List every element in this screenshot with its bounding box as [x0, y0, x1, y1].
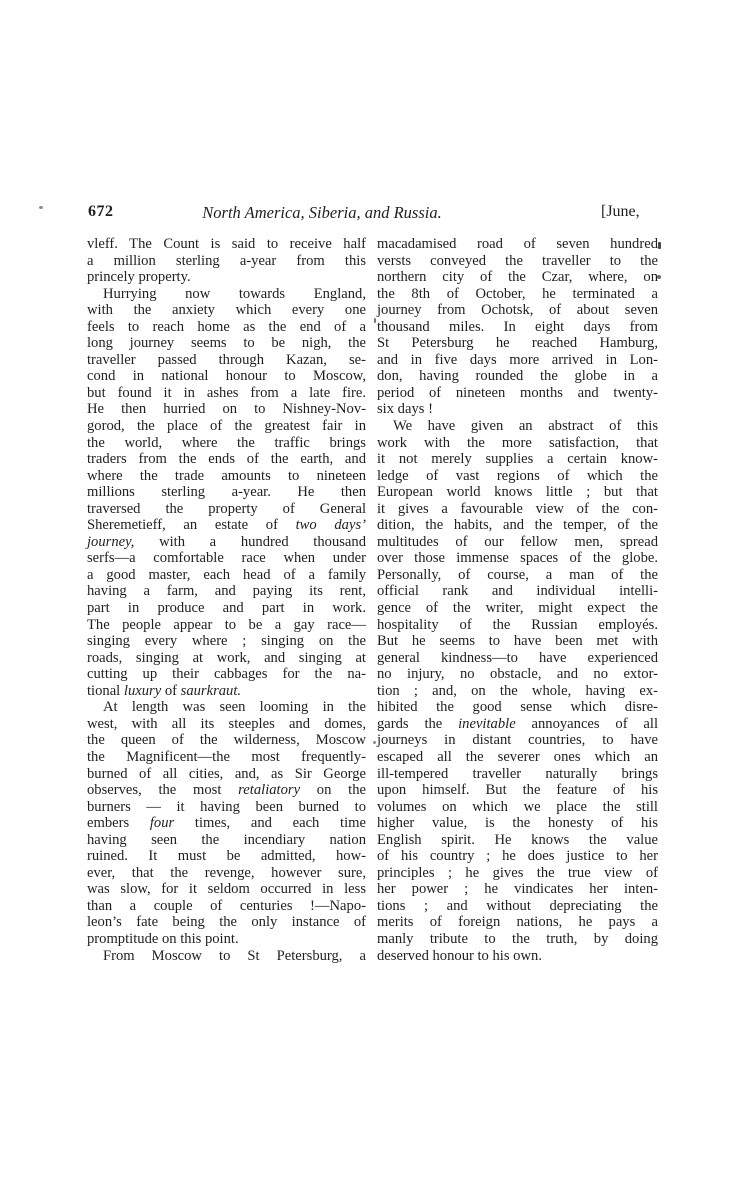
text-line: cond in national honour to Moscow,	[87, 368, 366, 385]
text-line: upon himself. But the feature of his	[377, 782, 658, 799]
text-line: From Moscow to St Petersburg, a	[103, 947, 366, 964]
text-line: gence of the writer, might expect the	[377, 600, 658, 617]
text-line: don, having rounded the globe in a	[377, 368, 658, 385]
text-line: observes, the most retaliatory on the	[87, 782, 366, 799]
text-line: traversed the property of General	[87, 500, 366, 517]
text-line: and in five days more arrived in Lon-	[377, 351, 658, 368]
text-line: serfs—a comfortable race when under	[87, 550, 366, 567]
text-line: burned of all cities, and, as Sir George	[87, 765, 366, 782]
text-line: ever, that the revenge, however sure,	[87, 864, 366, 881]
text-line: Sheremetieff, an estate of two days’	[87, 517, 366, 534]
text-line: promptitude on this point.	[87, 930, 239, 947]
text-line: hospitality of the Russian employés.	[377, 616, 658, 633]
text-line: general kindness—to have experienced	[377, 649, 658, 666]
text-line: At length was seen looming in the	[103, 699, 366, 716]
text-line: of his country ; he does justice to her	[377, 848, 658, 865]
text-line: official rank and individual intelli-	[377, 583, 658, 600]
text-line: vleff. The Count is said to receive half	[87, 236, 366, 252]
text-line: her power ; he vindicates her inten-	[377, 881, 658, 898]
text-line: was slow, for it seldom occurred in less	[87, 881, 366, 898]
scan-speck	[39, 206, 43, 209]
text-line: macadamised road of seven hundred	[377, 236, 658, 252]
text-line: tions ; and without depreciating the	[377, 897, 658, 914]
text-line: gards the inevitable annoyances of all	[377, 715, 658, 732]
text-line: leon’s fate being the only instance of	[87, 914, 366, 931]
text-line: hibited the good sense which disre-	[377, 699, 658, 716]
text-line: west, with all its steeples and domes,	[87, 715, 366, 732]
text-line: tional luxury of saurkraut.	[87, 682, 242, 699]
text-line: the queen of the wilderness, Moscow	[87, 732, 366, 749]
text-line: burners — it having been burned to	[87, 798, 366, 815]
text-line: thousand miles. In eight days from	[377, 318, 658, 335]
text-line: it gives a favourable view of the con-	[377, 500, 658, 517]
text-line: European world knows little ; but that	[377, 484, 658, 501]
text-line: deserved honour to his own.	[377, 947, 542, 964]
text-line: it not merely supplies a certain know-	[377, 451, 658, 468]
text-line: We have given an abstract of this	[393, 418, 658, 435]
text-line: ledge of vast regions of which the	[377, 467, 658, 484]
text-line: the 8th of October, he terminated a	[377, 285, 658, 302]
text-line: the world, where the traffic brings	[87, 434, 366, 451]
text-line: versts conveyed the traveller to the	[377, 252, 658, 269]
text-line: having seen the incendiary nation	[87, 831, 366, 848]
text-line: Hurrying now towards England,	[103, 285, 366, 302]
text-line: traveller passed through Kazan, se-	[87, 351, 366, 368]
text-line: cutting up their cabbages for the na-	[87, 666, 366, 683]
text-line: feels to reach home as the end of a	[87, 318, 366, 335]
text-line: tion ; and, on the whole, having ex-	[377, 682, 658, 699]
text-line: traders from the ends of the earth, and	[87, 451, 366, 468]
text-line: princely property.	[87, 269, 191, 286]
text-line: journey from Ochotsk, of about seven	[377, 302, 658, 319]
text-line: ill-tempered traveller naturally brings	[377, 765, 658, 782]
text-line: higher value, is the honesty of his	[377, 815, 658, 832]
text-line: a good master, each head of a family	[87, 566, 366, 583]
text-line: volumes on which we place the still	[377, 798, 658, 815]
right-text-column	[377, 236, 658, 964]
text-line: journeys in distant countries, to have	[377, 732, 658, 749]
text-line: the Magnificent—the most frequently-	[87, 748, 366, 765]
text-line: part in produce and part in work.	[87, 600, 366, 617]
text-line: But he seems to have been met with	[377, 633, 658, 650]
text-line: period of nineteen months and twenty-	[377, 384, 658, 401]
text-line: Personally, of course, a man of the	[377, 566, 658, 583]
text-line: where the trade amounts to nineteen	[87, 467, 366, 484]
text-line: ruined. It must be admitted, how-	[87, 848, 366, 865]
running-title: North America, Siberia, and Russia.	[202, 203, 442, 222]
text-line: manly tribute to the truth, by doing	[377, 930, 658, 947]
text-line: roads, singing at work, and singing at	[87, 649, 366, 666]
text-line: dition, the habits, and the temper, of the	[377, 517, 658, 534]
text-line: with the anxiety which every one	[87, 302, 366, 319]
text-line: a million sterling a-year from this	[87, 252, 366, 269]
text-line: northern city of the Czar, where, on	[377, 269, 658, 286]
text-line: six days !	[377, 401, 433, 418]
scan-speck	[658, 242, 661, 249]
text-line: millions sterling a-year. He then	[87, 484, 366, 501]
text-line: work with the more satisfaction, that	[377, 434, 658, 451]
text-line: escaped all the severer ones which an	[377, 748, 658, 765]
text-line: embers four times, and each time	[87, 815, 366, 832]
text-line: over those immense spaces of the globe.	[377, 550, 658, 567]
text-line: English spirit. He knows the value	[377, 831, 658, 848]
page-number: 672	[88, 203, 114, 220]
text-line: He then hurried on to Nishney-Nov-	[87, 401, 366, 418]
text-line: St Petersburg he reached Hamburg,	[377, 335, 658, 352]
text-line: singing every where ; singing on the	[87, 633, 366, 650]
issue-month-label: [June,	[601, 203, 640, 220]
text-line: multitudes of our fellow men, spread	[377, 533, 658, 550]
text-line: having a farm, and paying its rent,	[87, 583, 366, 600]
text-line: but found it in ashes from a late fire.	[87, 384, 366, 401]
text-line: gorod, the place of the greatest fair in	[87, 418, 366, 435]
text-line: no injury, no obstacle, and no extor-	[377, 666, 658, 683]
text-line: journey, with a hundred thousand	[87, 533, 366, 550]
scan-speck	[374, 318, 376, 323]
scan-speck	[373, 741, 376, 744]
text-line: than a couple of centuries !—Napo-	[87, 897, 366, 914]
text-line: The people appear to be a gay race—	[87, 616, 366, 633]
text-line: merits of foreign nations, he pays a	[377, 914, 658, 931]
text-line: long journey seems to be nigh, the	[87, 335, 366, 352]
left-text-column	[87, 236, 366, 964]
text-line: principles ; he gives the true view of	[377, 864, 658, 881]
